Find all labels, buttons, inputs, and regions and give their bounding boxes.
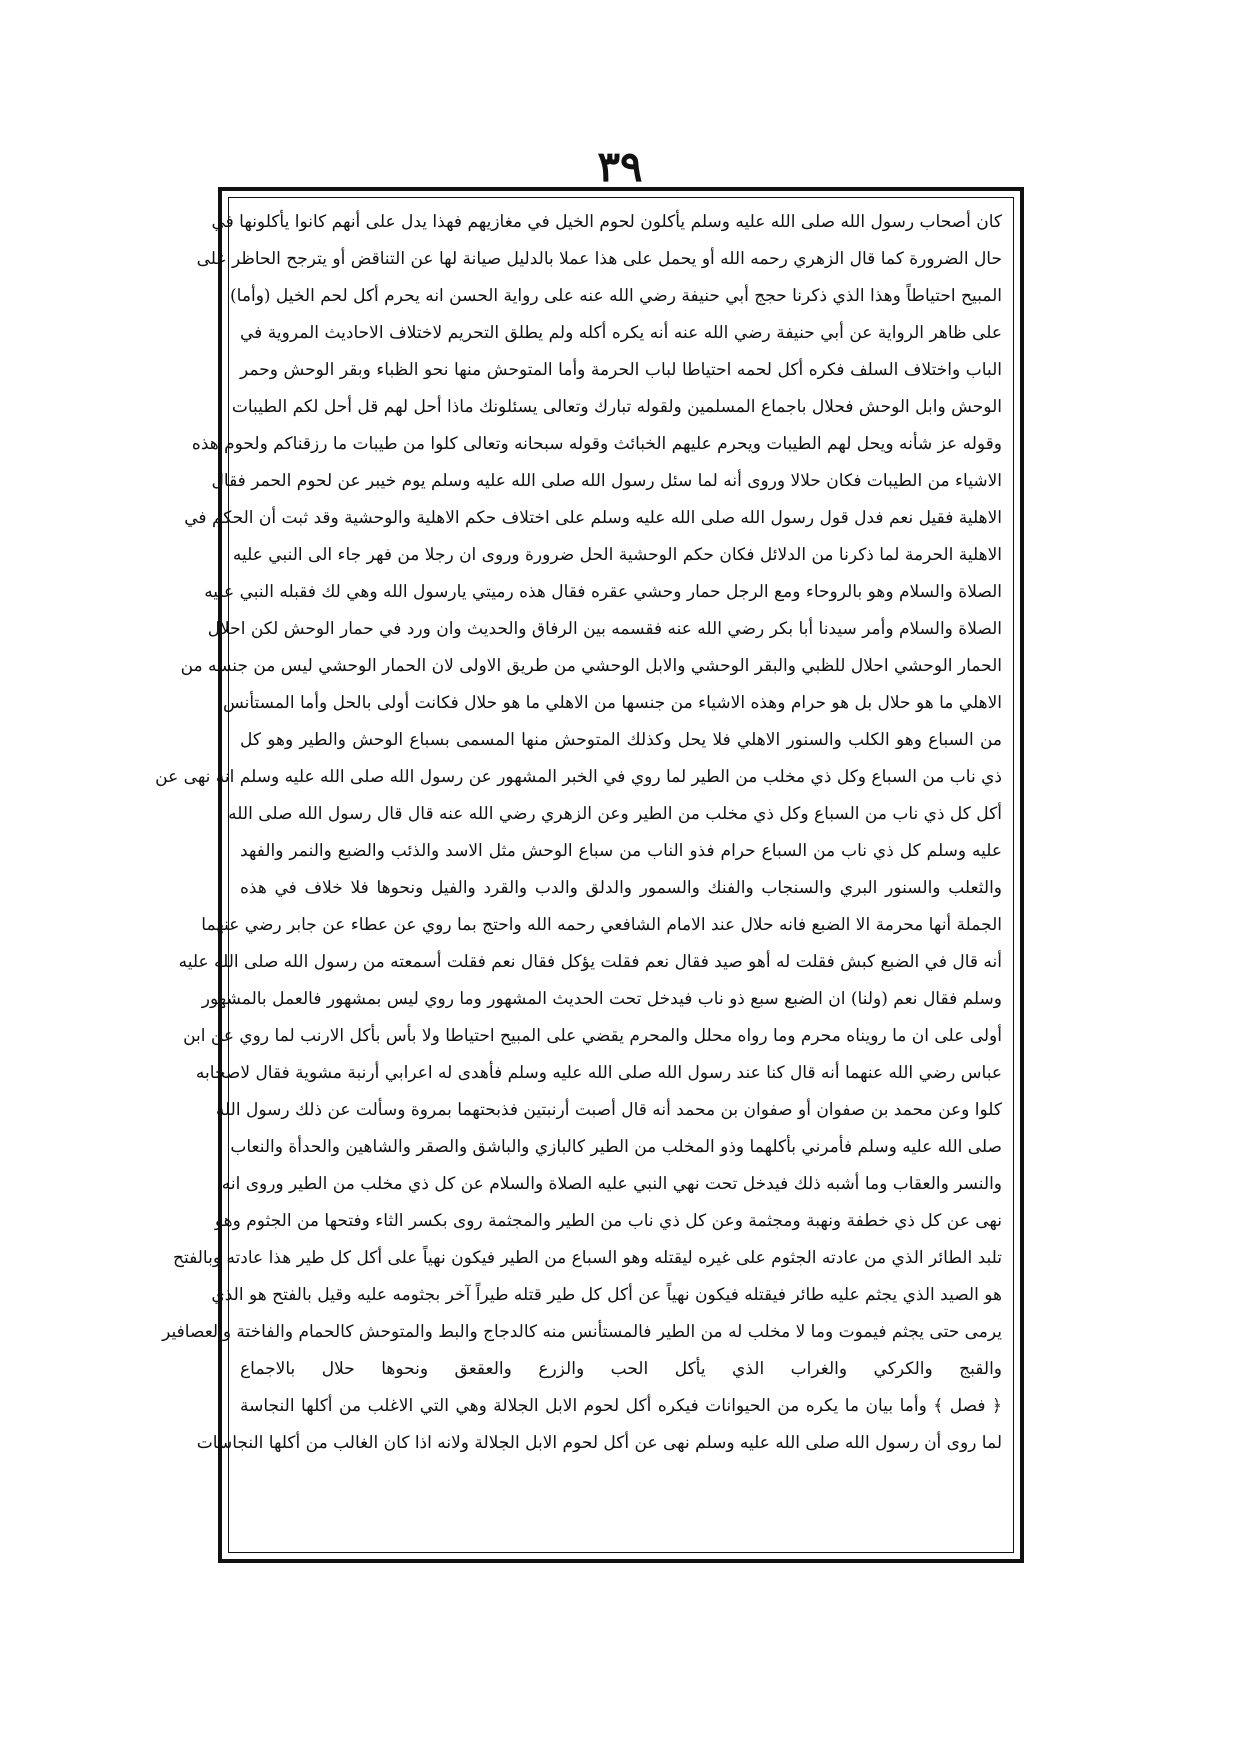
text-line: تلبد الطائر الذي من عادته الجثوم على غيره ليقتله وهو السباع من الطير فيكون نهياً على أكل كل طير هذا عادته وبالفتح — [173, 1248, 1002, 1268]
text-line: على ظاهر الرواية عن أبي حنيفة رضي الله عنه أنه يكره أكله ولم يطلق التحريم لاختلاف الاحاديث المروية في — [240, 323, 1002, 343]
text-line: يرمى حتى يجثم فيموت وما لا مخلب له من الطير فالمستأنس منه كالدجاج والبط والمتوحش كالحمام والفاختة والعصافير — [162, 1322, 1002, 1342]
text-line: الحمار الوحشي احلال للظبي والبقر الوحشي والابل الوحشي من طريق الاولى لان الحمار الوحشي ليس من جنسه من — [180, 656, 1002, 676]
text-line: أنه قال في الضبع كبش فقلت له أهو صيد فقال نعم فقلت يؤكل فقال نعم فقلت أسمعته من رسول الله صلى الله عليه — [178, 952, 1002, 972]
text-line: ﴿ فصل ﴾ وأما بيان ما يكره من الحيوانات فيكره أكل لحوم الابل الجلالة وهي التي الاغلب من أكلها النجاسة — [240, 1396, 1002, 1416]
page-number: ٣٩ — [597, 142, 643, 191]
text-line: هو الصيد الذي يجثم عليه طائر فيقتله فيكون نهياً عن أكل كل طير قتله طيراً آخر بجثومه عليه وقيل بالفتح هو الذي — [211, 1285, 1002, 1305]
text-line: عليه وسلم كل ذي ناب من السباع حرام فذو الناب من سباع الوحش مثل الاسد والذئب والضبع والنمر والفهد — [240, 841, 1002, 861]
text-line: كان أصحاب رسول الله صلى الله عليه وسلم يأكلون لحوم الخيل في مغازيهم فهذا يدل على أنهم كانوا يأكلونها في — [211, 212, 1002, 232]
text-line: أولى على ان ما رويناه محرم وما رواه محلل والمحرم يقضي على المبيح احتياطا ولا بأس بأكل الارنب لما روي عن ابن — [183, 1026, 1002, 1046]
text-line: وقوله عز شأنه ويحل لهم الطيبات ويحرم عليهم الخبائث وقوله سبحانه وتعالى كلوا من طيبات ما رزقناكم ولحوم هذه — [191, 434, 1002, 454]
text-line: الاهلية الحرمة لما ذكرنا من الدلائل فكان حكم الوحشية الحل ضرورة وروى ان رجلا من فهر جاء الى النبي عليه — [232, 545, 1002, 565]
text-line: الصلاة والسلام وهو بالروحاء ومع الرجل حمار وحشي عقره فقال هذه رميتي يارسول الله وهي لك فقبله النبي عليه — [204, 582, 1002, 602]
text-line: ذي ناب من السباع وكل ذي مخلب من الطير لما روي في الخبر المشهور عن رسول الله صلى الله عليه وسلم انه نهى عن — [155, 767, 1002, 787]
text-line: الجملة أنها محرمة الا الضبع فانه حلال عند الامام الشافعي رحمه الله واحتج بما روي عن عطاء عن جابر رضي عنهما — [201, 915, 1002, 935]
body-text — [155, 204, 1002, 1544]
text-line: الاهلية فقيل نعم فدل قول رسول الله صلى الله عليه وسلم على اختلاف حكم الاهلية والوحشية وقد ثبت أن الحكم في — [184, 508, 1002, 528]
text-line: وسلم فقال نعم (ولنا) ان الضبع سبع ذو ناب فيدخل تحت الحديث المشهور وما روي ليس بمشهور فالعمل بالمشهور — [201, 989, 1002, 1009]
text-line: من السباع وهو الكلب والسنور الاهلي فلا يحل وكذلك المتوحش منها المسمى بسباع الوحش والطير وهو كل — [240, 730, 1002, 750]
text-line: الوحش وابل الوحش فحلال باجماع المسلمين ولقوله تبارك وتعالى يسئلونك ماذا أحل لهم قل أحل لكم الطيبات — [231, 397, 1002, 417]
text-line: والنسر والعقاب وما أشبه ذلك فيدخل تحت نهي النبي عليه الصلاة والسلام عن كل ذي مخلب من الطير وروى انه — [221, 1174, 1002, 1194]
text-line: نهى عن كل ذي خطفة ونهبة ومجثمة وعن كل ذي ناب من الطير والمجثمة روى بكسر الثاء وفتحها من الجثوم وهو — [214, 1211, 1002, 1231]
text-line: والقبج والكركي والغراب الذي يأكل الحب والزرع والعقعق ونحوها حلال بالاجماع — [240, 1359, 1002, 1379]
text-line: لما روى أن رسول الله صلى الله عليه وسلم نهى عن أكل لحوم الابل الجلالة ولانه اذا كان الغالب من أكلها النجاسات — [196, 1433, 1002, 1453]
text-line: المبيح احتياطاً وهذا الذي ذكرنا حجج أبي حنيفة رضي الله عنه على رواية الحسن انه يحرم أكل لحم الخيل (وأما) — [230, 286, 1002, 306]
text-line: الصلاة والسلام وأمر سيدنا أبا بكر رضي الله عنه فقسمه بين الرفاق والحديث وان ورد في حمار الوحش لكن احلال — [207, 619, 1002, 639]
text-line: صلى الله عليه وسلم فأمرني بأكلهما وذو المخلب من الطير كالبازي والباشق والصقر والشاهين والحدأة والنعاب — [230, 1137, 1002, 1157]
text-line: عباس رضي الله عنهما أنه قال كنا عند رسول الله صلى الله عليه وسلم فأهدى له اعرابي أرنبة مشوية فقال لاصحابه — [195, 1063, 1002, 1083]
text-line: أكل كل ذي ناب من السباع وكل ذي مخلب من الطير وعن الزهري رضي الله عنه قال قال رسول الله صلى الله — [228, 804, 1002, 824]
text-line: الباب واختلاف السلف فكره أكل لحمه احتياطا لباب الحرمة وأما المتوحش منها نحو الظباء وبقر الوحش وحمر — [240, 360, 1002, 380]
text-line: الاشياء من الطيبات فكان حلالا وروى أنه لما سئل رسول الله صلى الله عليه وسلم يوم خيبر عن لحوم الحمر فقال — [211, 471, 1002, 491]
text-line: حال الضرورة كما قال الزهري رحمه الله أو يحمل على هذا عملا بالدليل صيانة لها عن التناقض أو يترجح الحاظر على — [196, 249, 1002, 269]
text-line: الاهلي ما هو حلال بل هو حرام وهذه الاشياء من جنسها من الاهلي ما هو حلال فكانت أولى بالحل وأما المستأنس — [222, 693, 1002, 713]
text-line: كلوا وعن محمد بن صفوان أو صفوان بن محمد أنه قال أصبت أرنبتين فذبحتهما بمروة وسألت عن ذلك رسول الله — [215, 1100, 1002, 1120]
text-line: والثعلب والسنور البري والسنجاب والفنك والسمور والدلق والدب والقرد والفيل ونحوها فلا خلاف في هذه — [240, 878, 1002, 898]
